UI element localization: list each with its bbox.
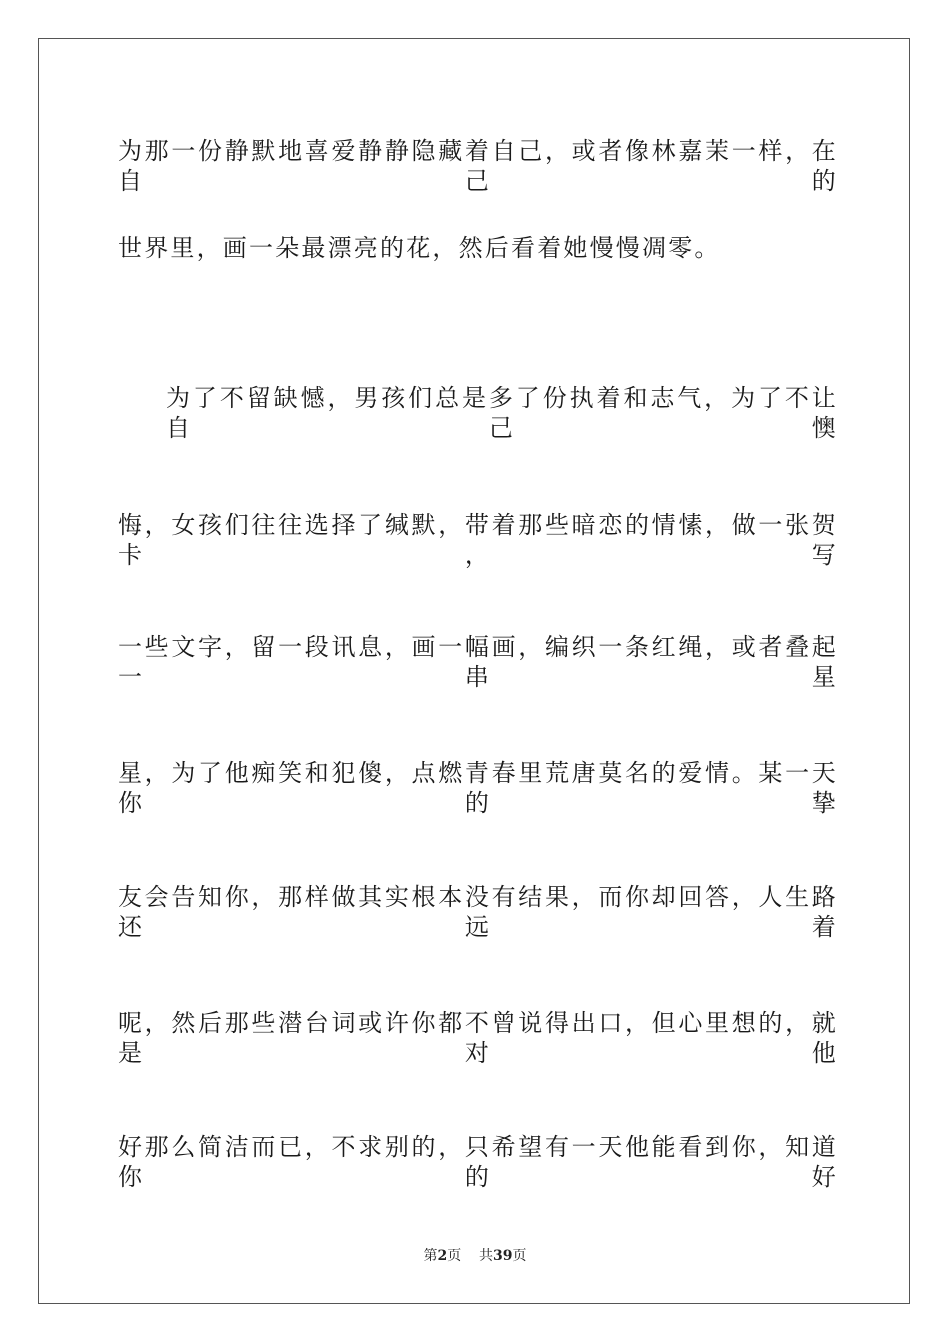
page-number-footer [0,1245,950,1265]
page-suffix: 页 [447,1248,462,1264]
paragraph-line: 一些文字，留一段讯息，画一幅画，编织一条红绳，或者叠起一串星 [118,633,838,691]
current-page-number: 2 [437,1248,448,1264]
paragraph-line: 呢，然后那些潜台词或许你都不曾说得出口，但心里想的，就是对他 [118,1009,838,1067]
page-prefix: 第 [423,1248,438,1264]
paragraph-line: 世界里，画一朵最漂亮的花，然后看着她慢慢凋零。 [118,234,721,262]
paragraph-line: 友会告知你，那样做其实根本没有结果，而你却回答，人生路还远着 [118,883,838,941]
total-prefix: 共 [479,1248,494,1264]
total-suffix: 页 [512,1248,527,1264]
paragraph-line: 好那么简洁而已，不求别的，只希望有一天他能看到你，知道你的好 [118,1133,838,1191]
total-page-count: 39 [493,1248,513,1264]
paragraph-line: 为那一份静默地喜爱静静隐藏着自己，或者像林嘉茉一样，在自己的 [118,137,838,195]
paragraph-line: 为了不留缺憾，男孩们总是多了份执着和志气，为了不让自己懊 [166,384,838,442]
paragraph-line: 星，为了他痴笑和犯傻，点燃青春里荒唐莫名的爱情。某一天你的挚 [118,759,838,817]
paragraph-line: 悔，女孩们往往选择了缄默，带着那些暗恋的情愫，做一张贺卡，写 [118,511,838,569]
